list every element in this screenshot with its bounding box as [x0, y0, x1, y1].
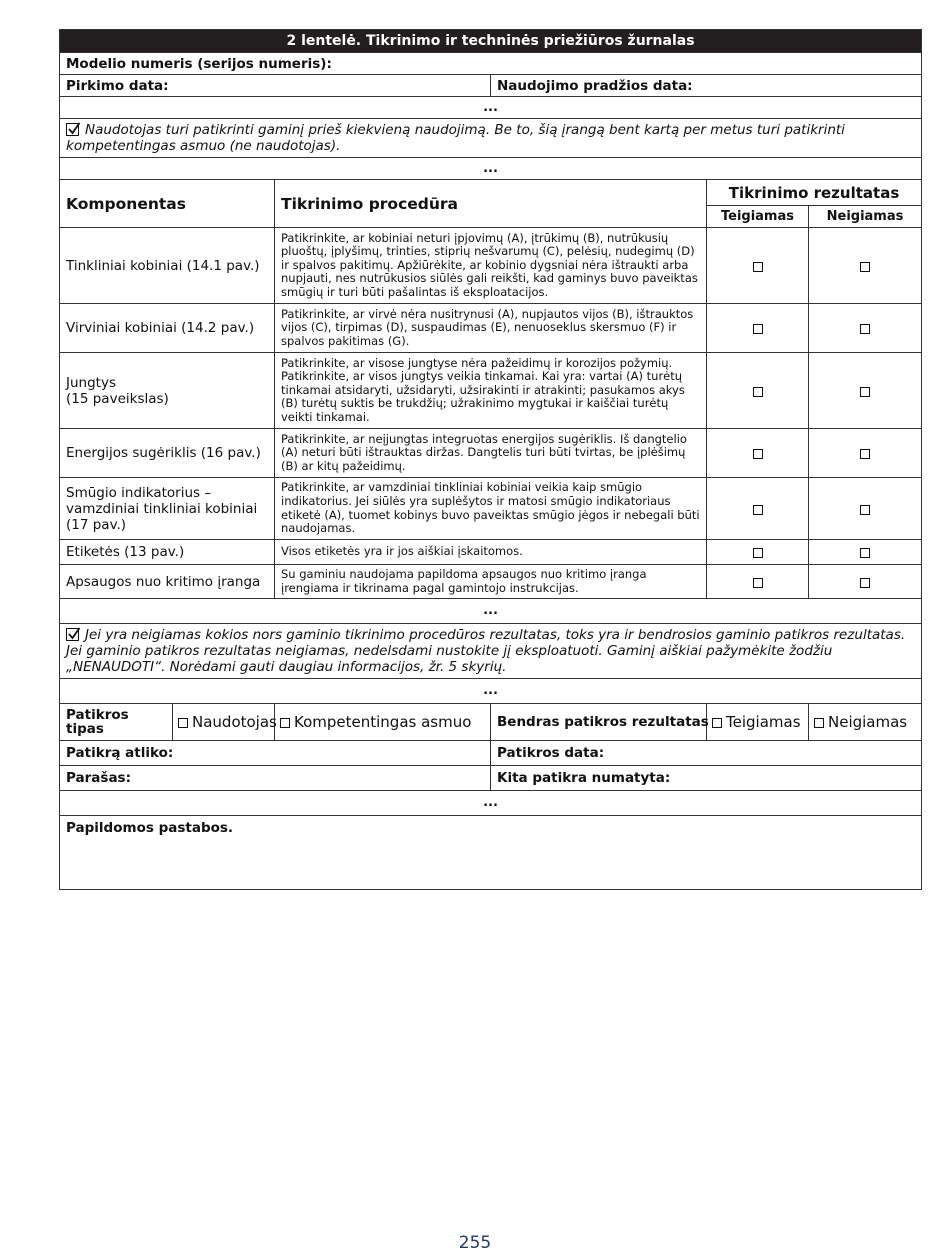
- competent-person-option-label: Kompetentingas asmuo: [294, 713, 472, 731]
- additional-remarks-field[interactable]: Papildomos pastabos.: [60, 816, 922, 890]
- negative-checkbox-cell[interactable]: [809, 565, 922, 599]
- negative-checkbox-cell[interactable]: [809, 304, 922, 353]
- component-cell: Smūgio indikatorius – vamzdiniai tinkliniai kobiniai (17 pav.): [60, 478, 275, 540]
- negative-checkbox-cell[interactable]: [809, 228, 922, 304]
- model-number-field[interactable]: Modelio numeris (serijos numeris):: [60, 53, 922, 75]
- checkbox-icon[interactable]: [753, 548, 763, 558]
- positive-checkbox-cell[interactable]: [707, 228, 809, 304]
- checkbox-icon[interactable]: [860, 449, 870, 459]
- checkbox-icon[interactable]: [860, 505, 870, 515]
- checkbox-icon[interactable]: [753, 578, 763, 588]
- component-cell: Apsaugos nuo kritimo įranga: [60, 565, 275, 599]
- positive-checkbox-cell[interactable]: [707, 478, 809, 540]
- user-note: [60, 119, 922, 158]
- header-component: Komponentas: [60, 180, 275, 228]
- table-row: [60, 429, 922, 478]
- negative-result-note: [60, 624, 922, 679]
- checkbox-icon[interactable]: [753, 324, 763, 334]
- checkbox-icon[interactable]: [860, 262, 870, 272]
- procedure-cell: Su gaminiu naudojama papildoma apsaugos nuo kritimo įranga įrengiama ir tikrinama pagal gamintojo instrukcijas.: [275, 565, 707, 599]
- checkbox-icon[interactable]: [860, 548, 870, 558]
- overall-result-label: Bendras patikros rezultatas: [491, 704, 707, 741]
- checkbox-icon[interactable]: [753, 387, 763, 397]
- ellipsis-separator: ...: [60, 791, 922, 816]
- inspection-log-table: [59, 29, 922, 890]
- checkbox-icon[interactable]: [712, 718, 722, 728]
- negative-checkbox-cell[interactable]: [809, 429, 922, 478]
- ellipsis-separator: ...: [60, 599, 922, 624]
- procedure-cell: Patikrinkite, ar vamzdiniai tinkliniai kobiniai veikia kaip smūgio indikatorius. Jei siūlės yra suplėšytos ir matosi smūgio indikatoriaus etiketė (A), tuomet kobinys buvo paveiktas smūgio jėgos ir nebegali būti naudojamas.: [275, 478, 707, 540]
- purchase-date-field[interactable]: Pirkimo data:: [60, 75, 491, 97]
- header-positive: Teigiamas: [707, 206, 809, 228]
- header-negative: Neigiamas: [809, 206, 922, 228]
- table-row: [60, 228, 922, 304]
- header-procedure: Tikrinimo procedūra: [275, 180, 707, 228]
- performed-by-field[interactable]: Patikrą atliko:: [60, 741, 491, 766]
- component-cell: Energijos sugėriklis (16 pav.): [60, 429, 275, 478]
- checkbox-icon[interactable]: [178, 718, 188, 728]
- positive-checkbox-cell[interactable]: [707, 304, 809, 353]
- positive-checkbox-cell[interactable]: [707, 540, 809, 565]
- positive-checkbox-cell[interactable]: [707, 429, 809, 478]
- checkbox-icon[interactable]: [860, 324, 870, 334]
- inspection-date-field[interactable]: Patikros data:: [491, 741, 922, 766]
- procedure-cell: Patikrinkite, ar virvė nėra nusitrynusi (A), nupjautos vijos (B), ištrauktos vijos (C), tirpimas (D), suspaudimas (E), nenuoseklus skersmuo (F) ir spalvos pakitimas (G).: [275, 304, 707, 353]
- user-note-text: Naudotojas turi patikrinti gaminį prieš kiekvieną naudojimą. Be to, šią įrangą bent kartą per metus turi patikrinti kompetentingas asmuo (ne naudotojas).: [66, 122, 845, 154]
- overall-positive-label: Teigiamas: [726, 713, 801, 731]
- overall-positive-option[interactable]: [707, 704, 809, 741]
- procedure-cell: Visos etiketės yra ir jos aiškiai įskaitomos.: [275, 540, 707, 565]
- positive-checkbox-cell[interactable]: [707, 353, 809, 429]
- checkbox-icon[interactable]: [753, 449, 763, 459]
- checkbox-icon[interactable]: [860, 387, 870, 397]
- checkbox-icon[interactable]: [753, 262, 763, 272]
- table-row: [60, 353, 922, 429]
- signature-field[interactable]: Parašas:: [60, 766, 491, 791]
- table-title: 2 lentelė. Tikrinimo ir techninės priežiūros žurnalas: [60, 30, 922, 53]
- inspection-type-label: Patikros tipas: [60, 704, 173, 741]
- component-cell: Virviniai kobiniai (14.2 pav.): [60, 304, 275, 353]
- user-option-label: Naudotojas: [192, 713, 277, 731]
- component-cell: Tinkliniai kobiniai (14.1 pav.): [60, 228, 275, 304]
- checkbox-checked-icon: [66, 123, 79, 136]
- overall-negative-option[interactable]: [809, 704, 922, 741]
- negative-checkbox-cell[interactable]: [809, 478, 922, 540]
- start-of-use-field[interactable]: Naudojimo pradžios data:: [491, 75, 922, 97]
- ellipsis-separator: ...: [60, 97, 922, 119]
- component-cell: Etiketės (13 pav.): [60, 540, 275, 565]
- procedure-cell: Patikrinkite, ar visose jungtyse nėra pažeidimų ir korozijos požymių. Patikrinkite, ar visos jungtys veikia tinkamai. Kai yra: vartai (A) turėtų tinkamai atsidaryti, užsidaryti, užsirakinti ir atrakinti; pasukamos akys (B) turėtų suktis be trukdžių; užrakinimo mygtukai ir kaiščiai turėtų veikti tinkamai.: [275, 353, 707, 429]
- competent-person-option[interactable]: [275, 704, 491, 741]
- negative-checkbox-cell[interactable]: [809, 353, 922, 429]
- checkbox-icon[interactable]: [860, 578, 870, 588]
- positive-checkbox-cell[interactable]: [707, 565, 809, 599]
- checkbox-checked-icon: [66, 628, 79, 641]
- next-inspection-field[interactable]: Kita patikra numatyta:: [491, 766, 922, 791]
- table-row: [60, 304, 922, 353]
- page-number: 255: [458, 1233, 492, 1253]
- overall-negative-label: Neigiamas: [828, 713, 908, 731]
- ellipsis-separator: ...: [60, 158, 922, 180]
- header-result: Tikrinimo rezultatas: [707, 180, 922, 206]
- component-cell: Jungtys (15 paveikslas): [60, 353, 275, 429]
- user-option[interactable]: [173, 704, 275, 741]
- checkbox-icon[interactable]: [753, 505, 763, 515]
- table-row: [60, 478, 922, 540]
- negative-result-note-text: Jei yra neigiamas kokios nors gaminio tikrinimo procedūros rezultatas, toks yra ir bendrosios gaminio patikros rezultatas. Jei gaminio patikros rezultatas neigiamas, nedelsdami nustokite jį eksploatuoti. Gaminį aiškiai pažymėkite žodžiu „NENAUDOTI“. Norėdami gauti daugiau informacijos, žr. 5 skyrių.: [66, 627, 906, 675]
- negative-checkbox-cell[interactable]: [809, 540, 922, 565]
- procedure-cell: Patikrinkite, ar neįjungtas integruotas energijos sugėriklis. Iš dangtelio (A) neturi būti ištrauktas diržas. Dangtelis turi būti tvirtas, be įplėšimų (B) ar kitų pažeidimų.: [275, 429, 707, 478]
- procedure-cell: Patikrinkite, ar kobiniai neturi įpjovimų (A), įtrūkimų (B), nutrūkusių pluoštų, įplyšimų, trinties, stiprių nešvarumų (C), pelėsių, nudegimų (D) ir spalvos pakitimų. Apžiūrėkite, ar kobinio dygsniai nėra ištraukti arba nupjauti, nes nutrūkusios siūlės gali reikšti, kad gaminys buvo paveiktas smūgių ir turi būti pašalintas iš eksploatacijos.: [275, 228, 707, 304]
- table-row: [60, 540, 922, 565]
- checkbox-icon[interactable]: [814, 718, 824, 728]
- ellipsis-separator: ...: [60, 679, 922, 704]
- table-row: [60, 565, 922, 599]
- checkbox-icon[interactable]: [280, 718, 290, 728]
